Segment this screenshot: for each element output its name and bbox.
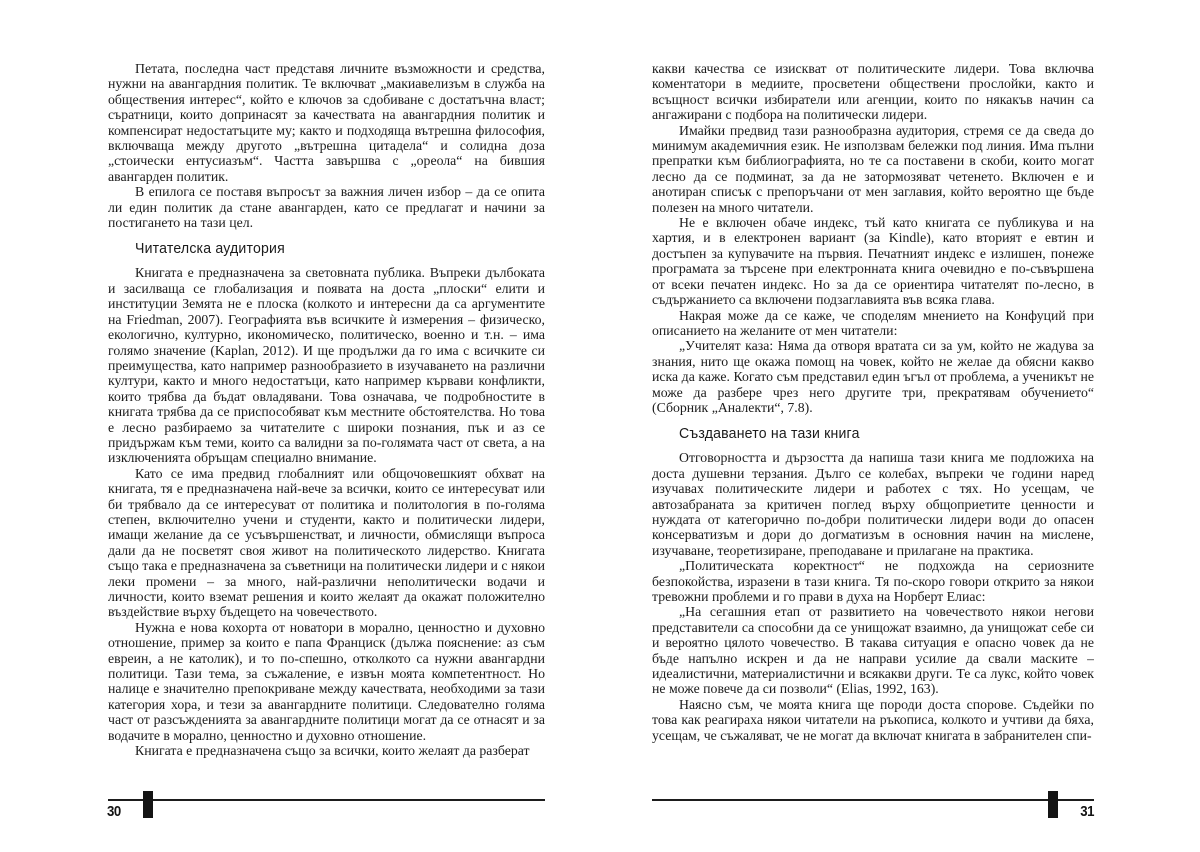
section-heading-readership — [108, 240, 545, 257]
paragraph: Не е включен обаче индекс, тъй като книгата се публикува и на хартия, и в електронен вариант (за Kindle), като вторият е евтин и достъпен за купувачите на първия. Печатният индекс е излишен, понеже програмата за търсене при електронната книга очевидно е по-съвършена от всеки печатен индекс. Но за да се ориентира читателят по-лесно, в съдържанието са включени подзаглавията във всяка глава. — [652, 215, 1094, 308]
paragraph: В епилога се поставя въпросът за важния личен избор – да се опита ли един политик да стане авангарден, като се предлагат и начини за постигането на тази цел. — [108, 184, 545, 231]
paragraph: Като се има предвид глобалният или общочовешкият обхват на книгата, тя е предназначена най-вече за всички, които се интересуват или би трябвало да се интересуват от политика и политология в по-голяма степен, включително учени и студенти, както и политически лидери, имащи желание да се усъвършенстват, и личности, обмислящи въпроса дали да не посветят своя живот на политическото лидерство. Книгата също така е предназначена за съветници на политически лидери и с някои леки промени – за много, най-различни неполитически водачи и личности, които вземат решения и които желаят да окажат положително въздействие върху бъдещето на човечеството. — [108, 465, 545, 620]
paragraph: Книгата е предназначена също за всички, които желаят да разберат — [135, 743, 530, 759]
paragraph: „Учителят каза: Няма да отворя вратата си за ум, който не жадува за знания, нито ще окажа помощ на човек, който не желае да обясни какво иска да каже. Когато съм представил един ъгъл от проблема, а ученикът не може да разбере чрез него другите три, прекратявам обучението“ (Сборник „Аналекти“, 7.8). — [652, 338, 1094, 415]
paragraph: Петата, последна част представя личните възможности и средства, нужни на авангардния политик. Те включват „макиавелизъм в служба на обществения интерес“, който е ключов за сдобиване с достатъчна власт; съратници, които допринасят за качествата на авангардния политик и компенсират недостатъците му; както и подходяща вътрешна философия, включваща между другото „вътрешна цитадела“ и солидна доза „стоически ентусиазъм“. Частта завършва с „ореола“ на бившия авангарден политик. — [108, 61, 545, 184]
section-heading-making-of-book — [652, 425, 1094, 442]
paragraph: Наясно съм, че моята книга ще породи доста спорове. Съдейки по това как реагираха някои читатели на ръкописа, колкото и учтиви да бяха, усещам, че съжаляват, че не могат да включат книгата в забранителен спи- — [652, 696, 1094, 743]
page-left-text-column — [108, 61, 545, 789]
page-tab-marker-right — [1048, 791, 1058, 818]
page-number-right: 31 — [1080, 803, 1094, 820]
section-heading-text: Читателска аудитория — [135, 240, 285, 258]
footer-rule-left — [108, 799, 545, 801]
page-tab-marker-left — [143, 791, 153, 818]
paragraph: Отговорността и дързостта да напиша тази книга ме подложиха на доста душевни терзания. Дълго се колебах, въпреки че години наред изучавах политическите лидери и работех с тях. Но усещам, че автозабраната за критичен поглед върху общоприетите ценности и нуждата от категорично по-добри политически лидери води до опасен консерватизъм и дори до догматизъм в основния начин на мислене, изучаване, теоретизиране, преподаване и прилагане на практика. — [652, 450, 1094, 558]
paragraph-continuation: какви качества се изискват от политическите лидери. Това включва коментатори в медиите, просветени обществени прослойки, както и всъщност всички избиратели или агенции, които по някакъв начин са ангажирани с подбора на политически лидери. — [652, 61, 1094, 123]
page-number-left: 30 — [107, 803, 121, 820]
section-heading-text: Създаването на тази книга — [679, 425, 860, 443]
footer-rule-right — [652, 799, 1094, 801]
paragraph: Нужна е нова кохорта от новатори в морално, ценностно и духовно отношение, пример за които е папа Франциск (дължа пояснение: аз съм евреин, а не католик), и то по-спешно, отколкото са нужни авангардни политици. Тази тема, за съжаление, е извън моята компетентност. Но налице е значително препокриване между качествата, необходими за тази категория хора, и тези за авангардните политици. Следователно голяма част от разсъжденията за авангардните политици могат да се отнасят и за водачите в морално, ценностно и духовно отношение. — [108, 619, 545, 743]
page-right-text-column — [652, 61, 1094, 789]
paragraph: Накрая може да се каже, че споделям мнението на Конфуций при описанието на желаните от мен читатели: — [652, 307, 1094, 338]
paragraph: Книгата е предназначена за световната публика. Въпреки дълбоката и засилваща се глобализация и появата на доста „плоски“ елити и институции Земята не е плоска (колкото и интересни да са аргументите на Friedman, 2007). Географията във всичките ѝ измерения – физическо, екологично, културно, икономическо, политическо, военно и т.н. – има голямо значение (Kaplan, 2012). И ще продължи да го има с всичките си преимущества, като например разнообразието в изучаването на различни култури, както и много недостатъци, като например кървави конфликти, които трябва да бъдат овладявани. Това означава, че подробностите в книгата трябва да се приспособяват към местните обстоятелства. Но това е лесно разбираемо за читателите с широки познания, пък и аз се придържам към теми, които са валидни за по-голямата част от света, а на изключенията обръщам специално внимание. — [108, 265, 545, 466]
paragraph: Имайки предвид тази разнообразна аудитория, стремя се да сведа до минимум академичния език. Не използвам бележки под линия. Има пълни препратки към библиографията, но те са поставени в скоби, които могат лесно да се подминат, за да не затормозяват четенето. Включен е и анотиран списък с препоръчани от мен заглавия, който вероятно ще бъде полезен на много читатели. — [652, 122, 1094, 215]
paragraph: „На сегашния етап от развитието на човечеството някои негови представители са способни да се унищожат взаимно, да унищожат себе си и вероятно цялото човечество. В такава ситуация е опасно човек да не бъде напълно искрен и да не направи усилие да свали маските – идеалистични, материалистични и всякакви други. Те са лукс, който човек не може повече да си позволи“ (Elias, 1992, 163). — [652, 604, 1094, 697]
paragraph: „Политическата коректност“ не подхожда на сериозните безпокойства, изразени в тази книга. Тя по-скоро говори открито за някои тревожни проблеми и го прави в духа на Норберт Елиас: — [652, 558, 1094, 604]
